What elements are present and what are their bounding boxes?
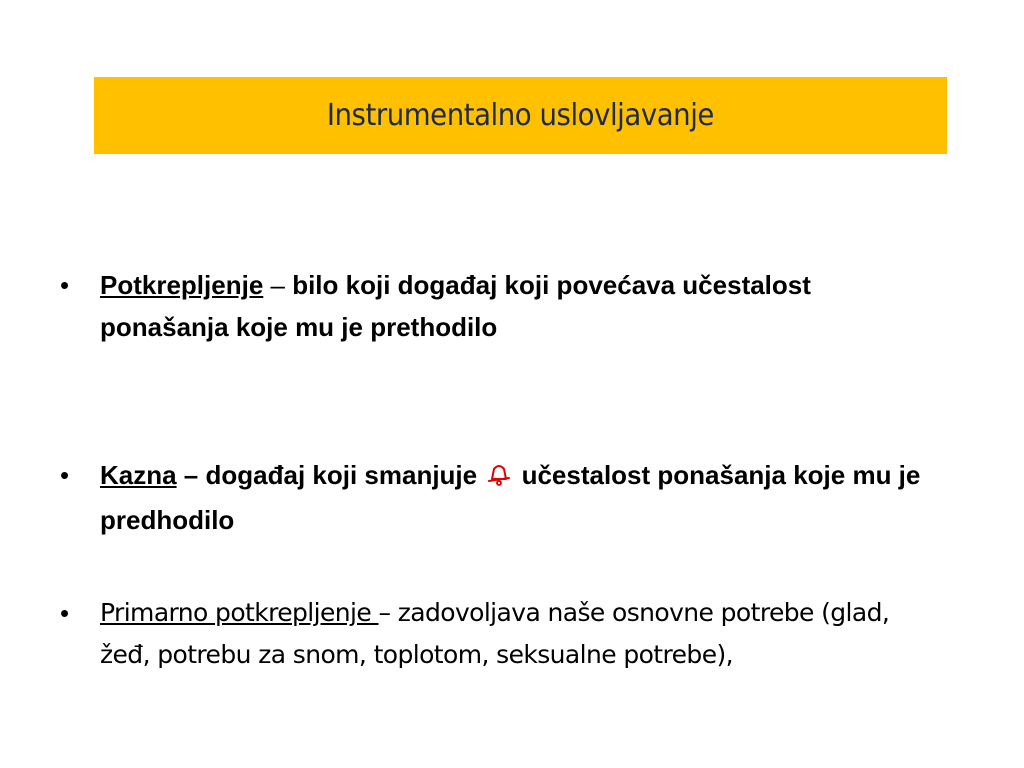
title-banner [94, 77, 947, 154]
dash-separator: – [378, 598, 398, 627]
definition-text-part1: događaj koji smanjuje [205, 460, 485, 490]
bullet-marker: • [60, 598, 70, 628]
slide-title: Instrumentalno uslovljavanje [326, 98, 715, 133]
bullet-marker: • [60, 460, 70, 490]
bullet-text [100, 454, 940, 541]
definition-text: bilo koji događaj koji povećava učestalost ponašanja koje mu je prethodilo [100, 270, 811, 342]
term-primarno-potkrepljenje: Primarno potkrepljenje [100, 598, 379, 627]
bullet-text [100, 592, 940, 676]
bullet-item-primarno-potkrepljenje [60, 592, 940, 676]
definition-text: zadovoljava naše osnovne potrebe (glad, žeđ, potrebu za snom, toplotom, seksualne potrebe), [100, 598, 890, 669]
bullet-text [100, 264, 940, 348]
term-potkrepljenje: Potkrepljenje [100, 270, 264, 300]
definition-text-part2: učestalost ponašanja koje mu je predhodilo [100, 460, 921, 535]
bell-icon [486, 457, 512, 499]
term-kazna: Kazna [100, 460, 177, 490]
bullet-item-potkrepljenje [60, 264, 940, 348]
bullet-item-kazna [60, 454, 940, 541]
bullet-marker: • [60, 270, 70, 300]
dash-separator: – [263, 270, 293, 300]
dash-separator: – [176, 460, 206, 490]
